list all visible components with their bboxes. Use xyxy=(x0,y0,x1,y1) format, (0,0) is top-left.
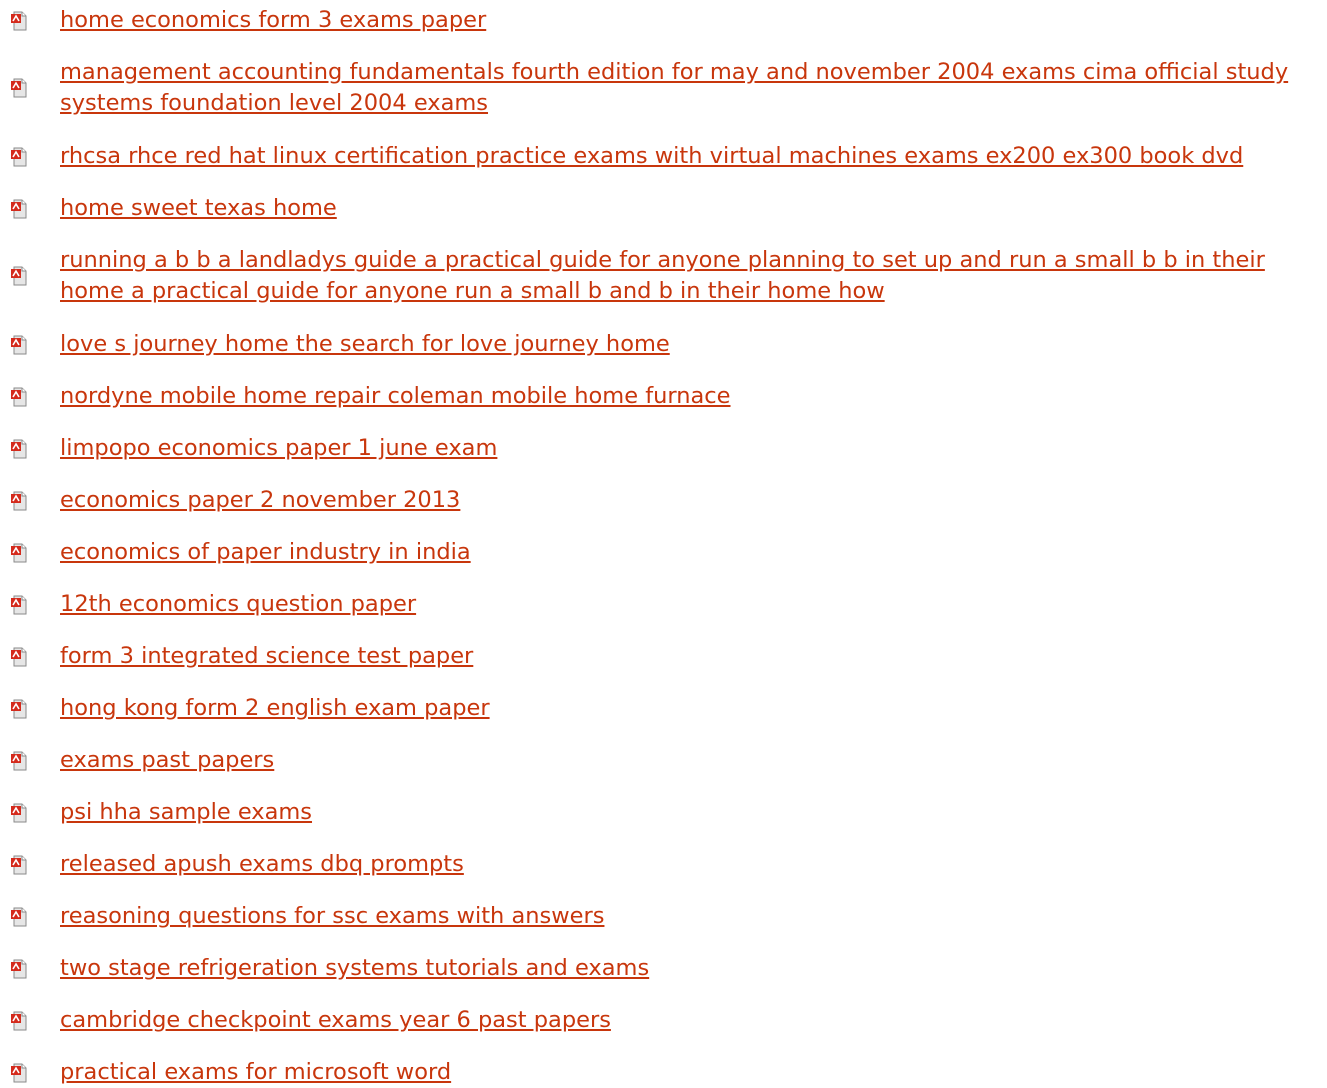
list-item xyxy=(0,141,1327,172)
document-link[interactable]: 12th economics question paper xyxy=(60,591,417,617)
pdf-file-icon xyxy=(10,11,30,31)
pdf-file-icon xyxy=(10,647,30,667)
document-link[interactable]: hong kong form 2 english exam paper xyxy=(60,695,490,721)
document-link[interactable]: exams past papers xyxy=(60,747,275,773)
document-link[interactable]: nordyne mobile home repair coleman mobile home furnace xyxy=(60,383,731,409)
pdf-file-icon xyxy=(10,595,30,615)
pdf-file-icon xyxy=(10,907,30,927)
list-item xyxy=(0,745,1327,776)
list-item xyxy=(0,329,1327,360)
list-item xyxy=(0,381,1327,412)
pdf-file-icon xyxy=(10,699,30,719)
list-item xyxy=(0,693,1327,724)
document-link[interactable]: rhcsa rhce red hat linux certification practice exams with virtual machines exams ex200 ex300 book dvd xyxy=(60,143,1244,169)
pdf-file-icon xyxy=(10,335,30,355)
pdf-file-icon xyxy=(10,78,30,98)
document-link[interactable]: psi hha sample exams xyxy=(60,799,313,825)
document-link[interactable]: form 3 integrated science test paper xyxy=(60,643,474,669)
pdf-file-icon xyxy=(10,855,30,875)
pdf-file-icon xyxy=(10,199,30,219)
document-link[interactable]: two stage refrigeration systems tutorials and exams xyxy=(60,955,650,981)
pdf-file-icon xyxy=(10,543,30,563)
document-link[interactable]: management accounting fundamentals fourth edition for may and november 2004 exams cima official study systems foundation level 2004 exams xyxy=(60,59,1289,116)
document-link[interactable]: economics of paper industry in india xyxy=(60,539,471,565)
list-item xyxy=(0,245,1327,307)
pdf-file-icon xyxy=(10,147,30,167)
list-item xyxy=(0,901,1327,932)
list-item xyxy=(0,57,1327,119)
list-item xyxy=(0,1005,1327,1036)
document-link[interactable]: released apush exams dbq prompts xyxy=(60,851,464,877)
pdf-file-icon xyxy=(10,1063,30,1083)
document-link[interactable]: practical exams for microsoft word xyxy=(60,1059,452,1085)
document-link[interactable]: limpopo economics paper 1 june exam xyxy=(60,435,498,461)
pdf-file-icon xyxy=(10,439,30,459)
document-link[interactable]: home sweet texas home xyxy=(60,195,337,221)
document-link[interactable]: reasoning questions for ssc exams with answers xyxy=(60,903,605,929)
list-item xyxy=(0,953,1327,984)
document-link[interactable]: running a b b a landladys guide a practical guide for anyone planning to set up and run a small b b in their home a practical guide for anyone run a small b and b in their home how xyxy=(60,247,1265,304)
list-item xyxy=(0,849,1327,880)
list-item xyxy=(0,5,1327,36)
list-item xyxy=(0,433,1327,464)
pdf-file-icon xyxy=(10,491,30,511)
list-item xyxy=(0,589,1327,620)
pdf-file-icon xyxy=(10,751,30,771)
list-item xyxy=(0,537,1327,568)
list-item xyxy=(0,641,1327,672)
pdf-file-icon xyxy=(10,266,30,286)
document-link[interactable]: cambridge checkpoint exams year 6 past papers xyxy=(60,1007,611,1033)
list-item xyxy=(0,797,1327,828)
list-item xyxy=(0,1057,1327,1088)
document-link[interactable]: economics paper 2 november 2013 xyxy=(60,487,461,513)
list-item xyxy=(0,193,1327,224)
document-link[interactable]: home economics form 3 exams paper xyxy=(60,7,487,33)
pdf-file-icon xyxy=(10,803,30,823)
pdf-file-icon xyxy=(10,959,30,979)
list-item xyxy=(0,485,1327,516)
pdf-file-icon xyxy=(10,387,30,407)
document-link[interactable]: love s journey home the search for love journey home xyxy=(60,331,670,357)
pdf-file-icon xyxy=(10,1011,30,1031)
